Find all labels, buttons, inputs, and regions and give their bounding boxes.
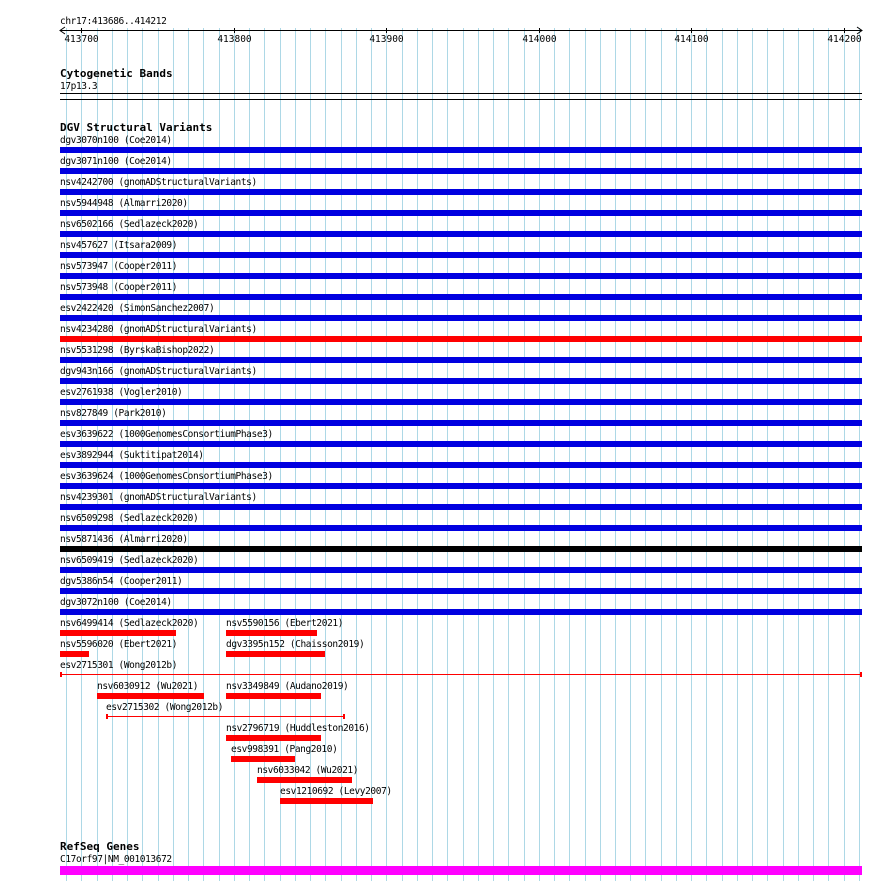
dgv-feature-label[interactable]: dgv3070n100 (Coe2014) [60, 135, 172, 146]
dgv-feature-bar[interactable] [60, 609, 862, 615]
dgv-feature-label[interactable]: esv3639624 (1000GenomesConsortiumPhase3) [60, 471, 273, 482]
dgv-feature-bar[interactable] [226, 651, 325, 657]
dgv-feature-bar[interactable] [60, 441, 862, 447]
dgv-feature-label[interactable]: nsv6030912 (Wu2021) [97, 681, 199, 692]
dgv-feature-bar[interactable] [226, 693, 321, 699]
dgv-feature-label[interactable]: nsv6033042 (Wu2021) [257, 765, 359, 776]
dgv-feature-label[interactable]: esv3639622 (1000GenomesConsortiumPhase3) [60, 429, 273, 440]
dgv-feature-label[interactable]: nsv5531298 (ByrskaBishop2022) [60, 345, 215, 356]
dgv-feature-bar[interactable] [60, 525, 862, 531]
cytoband-title: Cytogenetic Bands [60, 67, 173, 80]
dgv-feature-bar[interactable] [60, 462, 862, 468]
dgv-feature-bar[interactable] [60, 357, 862, 363]
dgv-feature-label[interactable]: esv1210692 (Levy2007) [280, 786, 392, 797]
dgv-feature-line[interactable] [60, 674, 862, 675]
dgv-feature-label[interactable]: nsv4242700 (gnomADStructuralVariants) [60, 177, 257, 188]
dgv-feature-label[interactable]: nsv573948 (Cooper2011) [60, 282, 178, 293]
dgv-feature-label[interactable]: nsv2796719 (Huddleston2016) [226, 723, 370, 734]
dgv-feature-label[interactable]: esv2715302 (Wong2012b) [106, 702, 224, 713]
dgv-feature-bar[interactable] [97, 693, 204, 699]
dgv-feature-endcap [860, 672, 862, 677]
dgv-feature-label[interactable]: esv998391 (Pang2010) [231, 744, 338, 755]
dgv-feature-bar[interactable] [257, 777, 352, 783]
dgv-feature-label[interactable]: nsv5596020 (Ebert2021) [60, 639, 178, 650]
cytoband-ideogram-bottom [60, 99, 862, 100]
dgv-feature-bar[interactable] [60, 315, 862, 321]
dgv-feature-label[interactable]: nsv573947 (Cooper2011) [60, 261, 178, 272]
ruler-tick-label: 414000 [522, 34, 557, 45]
ruler [0, 0, 890, 50]
dgv-feature-bar[interactable] [60, 546, 862, 552]
dgv-feature-bar[interactable] [60, 630, 176, 636]
ruler-tick-label: 414100 [674, 34, 709, 45]
ruler-tick-label: 413700 [64, 34, 99, 45]
ruler-axis [0, 0, 890, 50]
dgv-feature-label[interactable]: esv2761938 (Vogler2010) [60, 387, 183, 398]
dgv-feature-label[interactable]: nsv4239301 (gnomADStructuralVariants) [60, 492, 257, 503]
dgv-feature-label[interactable]: esv2715301 (Wong2012b) [60, 660, 178, 671]
dgv-feature-bar[interactable] [231, 756, 295, 762]
dgv-feature-label[interactable]: nsv3349849 (Audano2019) [226, 681, 349, 692]
cytoband-ideogram-top [60, 93, 862, 94]
ruler-tick-label: 414200 [827, 34, 862, 45]
dgv-feature-bar[interactable] [60, 147, 862, 153]
region-label: chr17:413686..414212 [60, 16, 167, 27]
dgv-feature-bar[interactable] [60, 210, 862, 216]
dgv-feature-label[interactable]: nsv827849 (Park2010) [60, 408, 167, 419]
dgv-feature-bar[interactable] [60, 273, 862, 279]
refseq-feature-bar[interactable] [60, 866, 862, 875]
dgv-feature-bar[interactable] [60, 420, 862, 426]
dgv-feature-label[interactable]: dgv3071n100 (Coe2014) [60, 156, 172, 167]
dgv-feature-label[interactable]: nsv4234280 (gnomADStructuralVariants) [60, 324, 257, 335]
dgv-feature-label[interactable]: dgv5386n54 (Cooper2011) [60, 576, 183, 587]
dgv-feature-label[interactable]: nsv6509419 (Sedlazeck2020) [60, 555, 199, 566]
dgv-feature-bar[interactable] [60, 651, 89, 657]
dgv-feature-endcap [106, 714, 108, 719]
refseq-feature-label[interactable]: C17orf97|NM_001013672 [60, 854, 172, 865]
dgv-feature-bar[interactable] [60, 336, 862, 342]
dgv-feature-bar[interactable] [226, 630, 317, 636]
dgv-feature-bar[interactable] [60, 588, 862, 594]
dgv-title: DGV Structural Variants [60, 121, 213, 134]
dgv-feature-bar[interactable] [60, 168, 862, 174]
dgv-feature-label[interactable]: nsv5871436 (Almarri2020) [60, 534, 188, 545]
cytoband-label[interactable]: 17p13.3 [60, 81, 98, 92]
dgv-feature-bar[interactable] [280, 798, 373, 804]
dgv-feature-label[interactable]: esv3892944 (Suktitipat2014) [60, 450, 204, 461]
dgv-feature-label[interactable]: dgv3072n100 (Coe2014) [60, 597, 172, 608]
dgv-feature-label[interactable]: nsv6499414 (Sedlazeck2020) [60, 618, 199, 629]
dgv-feature-label[interactable]: nsv6502166 (Sedlazeck2020) [60, 219, 199, 230]
dgv-feature-bar[interactable] [60, 294, 862, 300]
dgv-feature-bar[interactable] [60, 252, 862, 258]
dgv-feature-label[interactable]: nsv5590156 (Ebert2021) [226, 618, 344, 629]
ruler-tick-label: 413800 [217, 34, 252, 45]
dgv-feature-label[interactable]: dgv943n166 (gnomADStructuralVariants) [60, 366, 257, 377]
dgv-feature-label[interactable]: nsv6509298 (Sedlazeck2020) [60, 513, 199, 524]
dgv-feature-line[interactable] [106, 716, 345, 717]
dgv-feature-bar[interactable] [60, 189, 862, 195]
dgv-feature-endcap [60, 672, 62, 677]
ruler-tick-label: 413900 [369, 34, 404, 45]
dgv-feature-bar[interactable] [60, 483, 862, 489]
dgv-feature-bar[interactable] [60, 567, 862, 573]
dgv-feature-bar[interactable] [60, 378, 862, 384]
dgv-feature-label[interactable]: dgv3395n152 (Chaisson2019) [226, 639, 365, 650]
refseq-title: RefSeq Genes [60, 840, 140, 853]
dgv-feature-bar[interactable] [60, 231, 862, 237]
dgv-feature-label[interactable]: esv2422420 (SimonSanchez2007) [60, 303, 215, 314]
dgv-feature-endcap [343, 714, 345, 719]
dgv-feature-bar[interactable] [226, 735, 321, 741]
dgv-feature-label[interactable]: nsv457627 (Itsara2009) [60, 240, 178, 251]
dgv-feature-bar[interactable] [60, 399, 862, 405]
dgv-feature-bar[interactable] [60, 504, 862, 510]
dgv-feature-label[interactable]: nsv5944948 (Almarri2020) [60, 198, 188, 209]
